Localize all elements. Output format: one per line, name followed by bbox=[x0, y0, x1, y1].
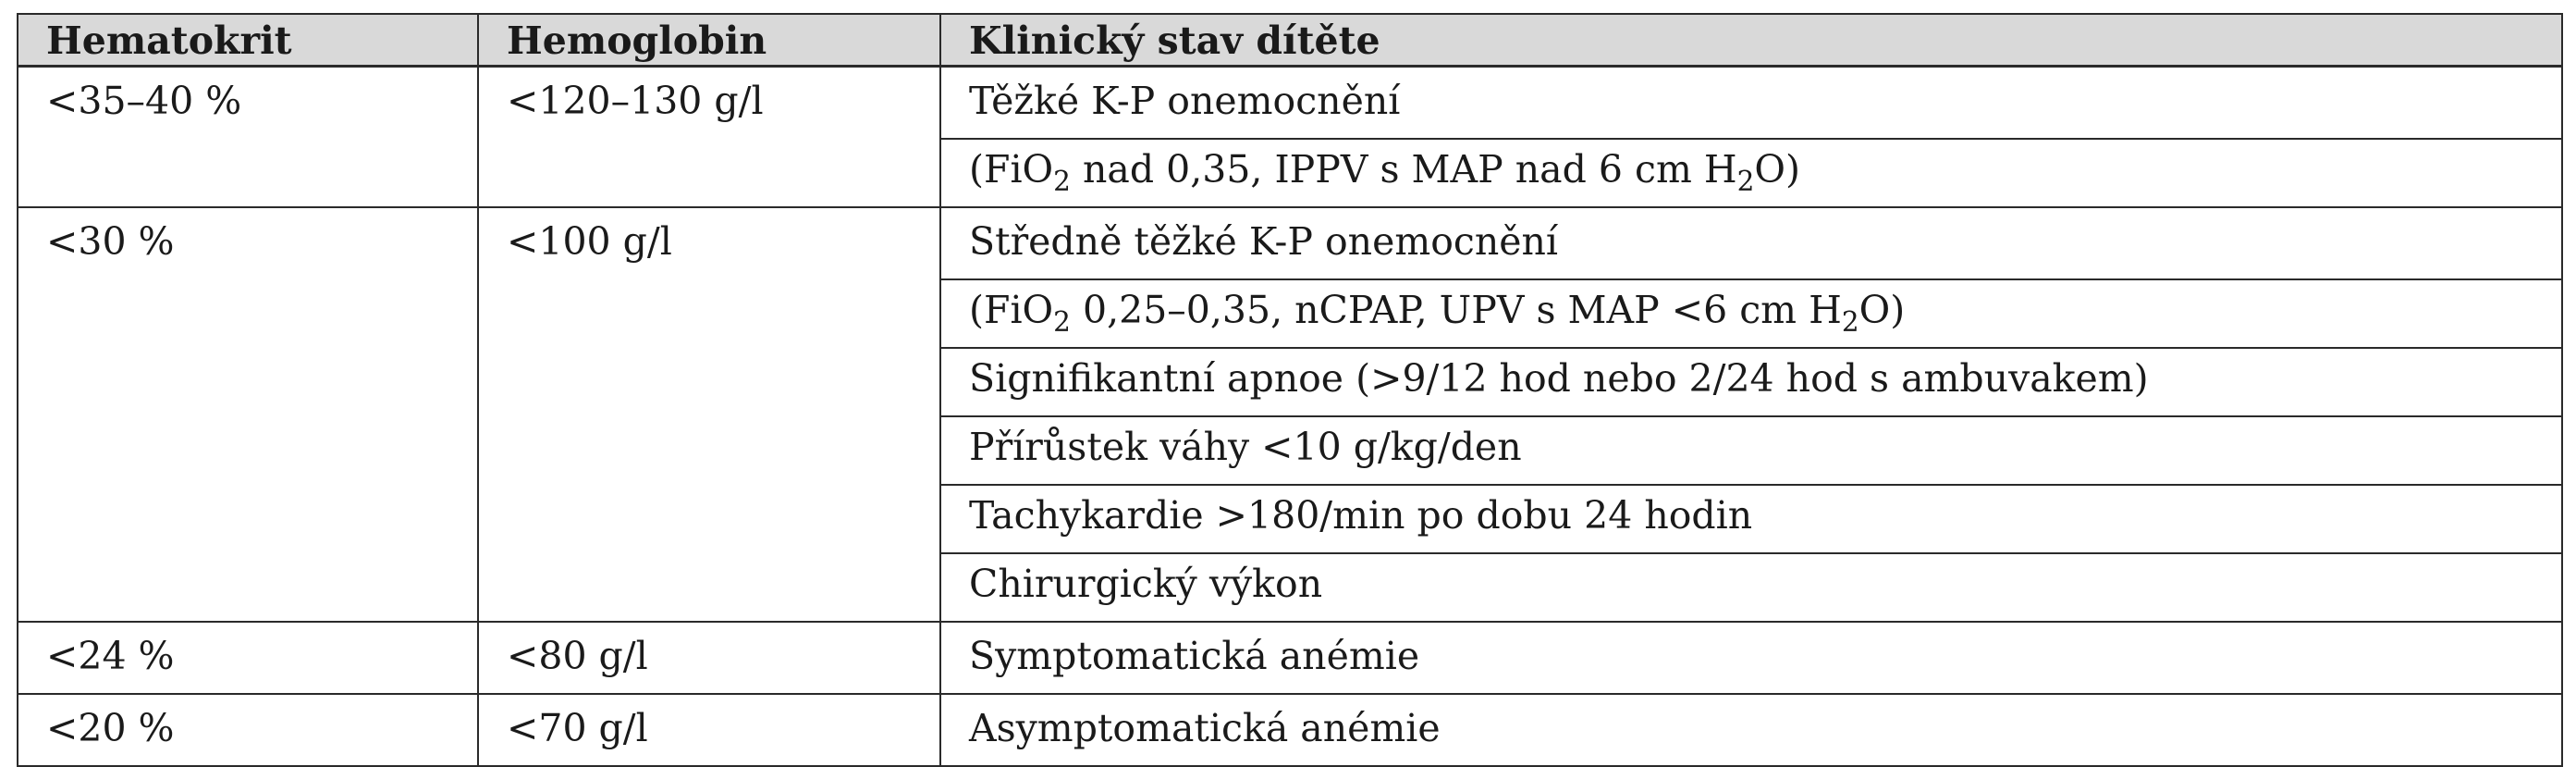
header-hematokrit: Hematokrit bbox=[18, 14, 478, 67]
table-row bbox=[18, 622, 2562, 694]
header-hemoglobin: Hemoglobin bbox=[478, 14, 940, 67]
hemoglobin-cell: <80 g/l bbox=[478, 622, 940, 694]
condition-cell bbox=[940, 348, 2562, 416]
condition-cell bbox=[940, 622, 2562, 694]
subscript: 2 bbox=[1053, 305, 1071, 338]
condition-text: Přírůstek váhy <10 g/kg/den bbox=[969, 425, 1522, 469]
subscript: 2 bbox=[1841, 305, 1859, 338]
condition-cell bbox=[940, 416, 2562, 485]
condition-text: 0,25–0,35, nCPAP, UPV s MAP <6 cm H bbox=[1070, 288, 1842, 332]
header-clinical-state: Klinický stav dítěte bbox=[940, 14, 2562, 67]
table-body bbox=[18, 67, 2562, 767]
condition-text: Těžké K-P onemocnění bbox=[969, 79, 1401, 123]
table-row bbox=[18, 207, 2562, 279]
transfusion-criteria-table bbox=[17, 13, 2563, 767]
condition-cell bbox=[940, 139, 2562, 207]
condition-text: Tachykardie >180/min po dobu 24 hodin bbox=[969, 493, 1753, 538]
condition-cell bbox=[940, 553, 2562, 622]
header-row bbox=[18, 14, 2562, 67]
condition-text: Signifikantní apnoe (>9/12 hod nebo 2/24 hod s ambuvakem) bbox=[969, 356, 2149, 401]
condition-text: Asymptomatická anémie bbox=[969, 706, 1441, 750]
hemoglobin-cell: <70 g/l bbox=[478, 694, 940, 766]
transfusion-criteria-table-wrapper bbox=[17, 13, 2561, 767]
hematokrit-cell: <35–40 % bbox=[18, 67, 478, 208]
table-row bbox=[18, 67, 2562, 140]
condition-text: O) bbox=[1858, 288, 1906, 332]
table-row bbox=[18, 694, 2562, 766]
hematokrit-cell: <30 % bbox=[18, 207, 478, 622]
condition-text: nad 0,35, IPPV s MAP nad 6 cm H bbox=[1070, 147, 1737, 192]
condition-text: Chirurgický výkon bbox=[969, 562, 1323, 606]
condition-text: (FiO bbox=[969, 288, 1054, 332]
subscript: 2 bbox=[1053, 165, 1071, 197]
condition-text: O) bbox=[1754, 147, 1801, 192]
condition-text: Středně těžké K-P onemocnění bbox=[969, 219, 1559, 264]
hematokrit-cell: <24 % bbox=[18, 622, 478, 694]
condition-cell bbox=[940, 279, 2562, 348]
hemoglobin-cell: <100 g/l bbox=[478, 207, 940, 622]
table-header bbox=[18, 14, 2562, 67]
subscript: 2 bbox=[1736, 165, 1755, 197]
condition-cell bbox=[940, 67, 2562, 140]
hematokrit-cell: <20 % bbox=[18, 694, 478, 766]
condition-cell bbox=[940, 694, 2562, 766]
condition-cell bbox=[940, 207, 2562, 279]
condition-cell bbox=[940, 485, 2562, 553]
condition-text: Symptomatická anémie bbox=[969, 634, 1420, 678]
condition-text: (FiO bbox=[969, 147, 1054, 192]
hemoglobin-cell: <120–130 g/l bbox=[478, 67, 940, 208]
